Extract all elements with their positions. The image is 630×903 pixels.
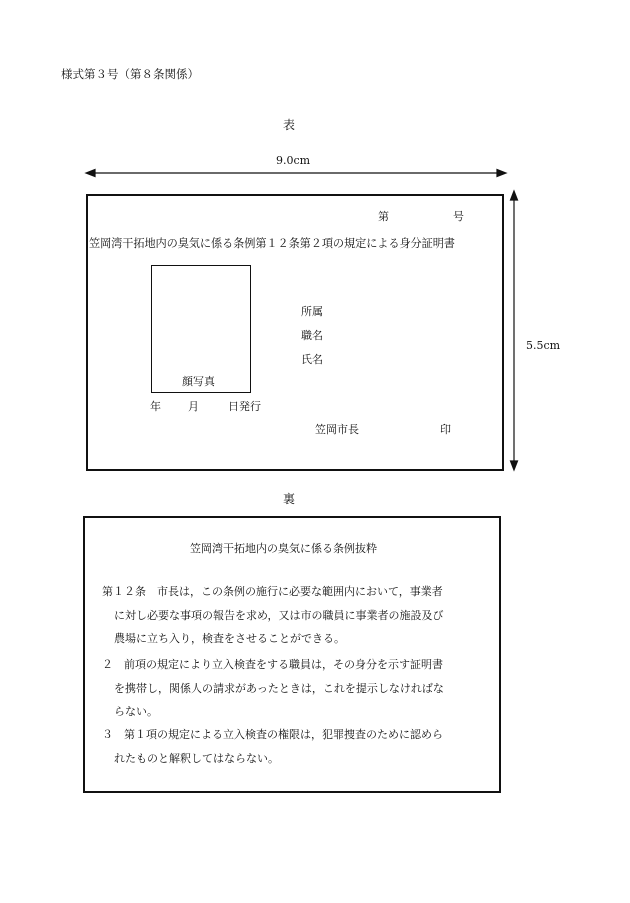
paragraph-line: ３ 第１項の規定による立入検査の権限は，犯罪捜査のために認めら [102, 728, 443, 741]
width-dimension-label: 9.0cm [276, 154, 311, 167]
photo-label: 顔写真 [182, 375, 215, 388]
height-dimension-label: 5.5cm [526, 339, 561, 352]
height-arrow-up-icon [511, 191, 518, 200]
paragraph-2 [102, 653, 444, 724]
paragraph-line: れたものと解釈してはならない。 [114, 751, 279, 765]
article-line: 農場に立ち入り，検査をさせることができる。 [114, 632, 345, 645]
excerpt-title: 笠岡湾干拓地内の臭気に係る条例抜粋 [190, 542, 377, 555]
issue-day: 日発行 [228, 400, 261, 413]
paragraph-3 [102, 723, 443, 770]
seal-mark: 印 [440, 423, 451, 436]
card-number-suffix: 号 [453, 210, 464, 223]
field-position: 職名 [301, 329, 323, 342]
back-label: 裏 [283, 492, 296, 506]
article-line: に対し必要な事項の報告を求め，又は市の職員に事業者の施設及び [114, 608, 444, 622]
issuer: 笠岡市長 [315, 423, 359, 436]
card-number-prefix: 第 [378, 210, 389, 223]
field-affiliation: 所属 [301, 305, 323, 318]
article-12 [102, 580, 444, 651]
field-name: 氏名 [301, 353, 323, 366]
width-arrow-right-icon [497, 170, 506, 177]
form-number: 様式第３号（第８条関係） [61, 67, 199, 81]
height-arrow-down-icon [511, 461, 518, 470]
width-arrow-left-icon [86, 170, 95, 177]
front-label: 表 [283, 118, 296, 132]
article-line: 第１２条 市長は，この条例の施行に必要な範囲内において，事業者 [102, 585, 443, 598]
paragraph-line: らない。 [114, 705, 158, 718]
card-title: 笠岡湾干拓地内の臭気に係る条例第１２条第２項の規定による身分証明書 [89, 237, 455, 250]
issue-month: 月 [188, 400, 199, 413]
issue-year: 年 [150, 400, 161, 413]
paragraph-line: ２ 前項の規定により立入検査をする職員は，その身分を示す証明書 [102, 658, 443, 671]
paragraph-line: を携帯し，関係人の請求があったときは，これを提示しなければな [114, 681, 444, 695]
